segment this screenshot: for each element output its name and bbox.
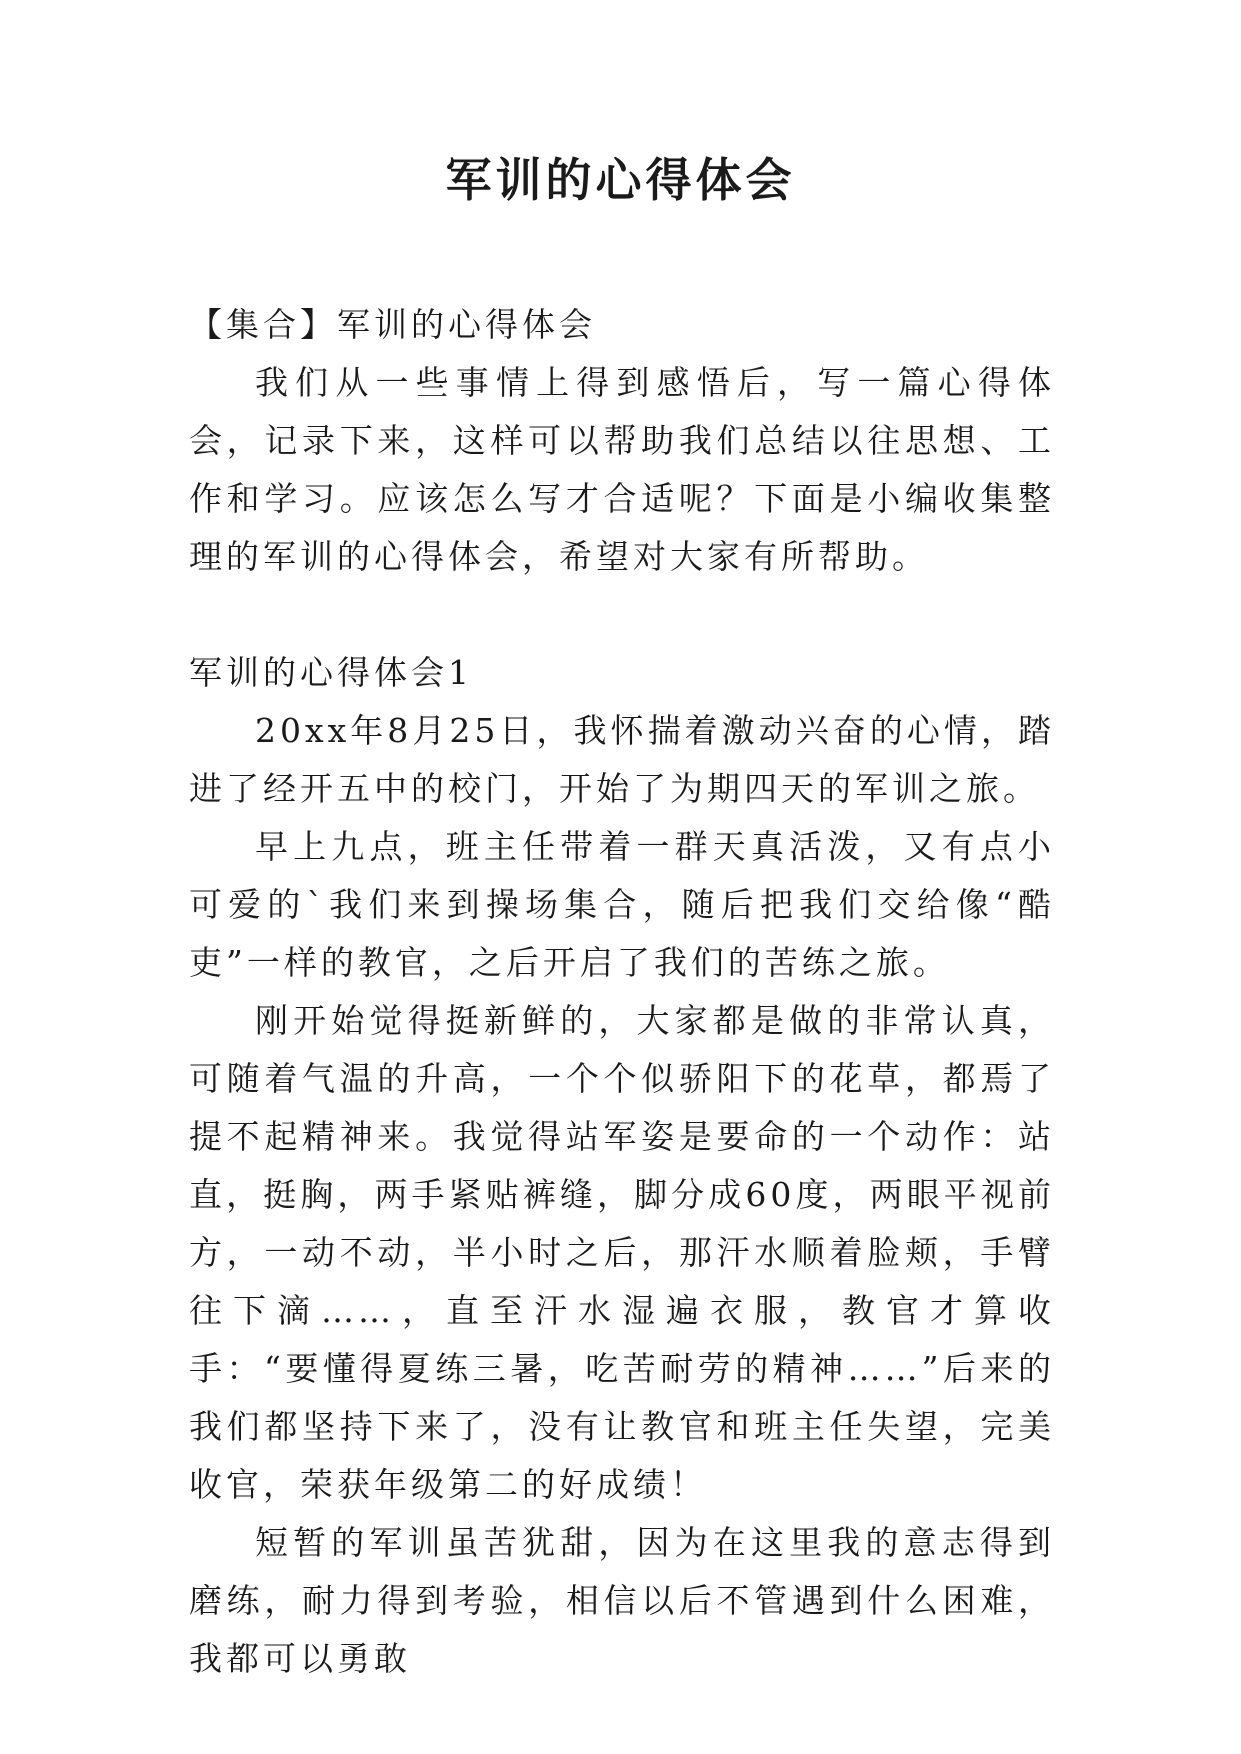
body-paragraph: 20xx年8月25日，我怀揣着激动兴奋的心情，踏进了经开五中的校门，开始了为期四天的军训之旅。 bbox=[189, 711, 1055, 808]
body-paragraph: 早上九点，班主任带着一群天真活泼，又有点小可爱的`我们来到操场集合，随后把我们交给像“酷吏”一样的教官，之后开启了我们的苦练之旅。 bbox=[189, 827, 1055, 982]
body-paragraph: 刚开始觉得挺新鲜的，大家都是做的非常认真，可随着气温的升高，一个个似骄阳下的花草，都焉了提不起精神来。我觉得站军姿是要命的一个动作：站直，挺胸，两手紧贴裤缝，脚分成60度，两眼平视前方，一动不动，半小时之后，那汗水顺着脸颊，手臂往下滴……，直至汗水湿遍衣服，教官才算收手：“要懂得夏练三暑，吃苦耐劳的精神……”后来的我们都坚持下来了，没有让教官和班主任失望，完美收官，荣获年级第二的好成绩！ bbox=[189, 1001, 1055, 1504]
section-title: 军训的心得体会1 bbox=[189, 653, 473, 692]
paragraph-gap bbox=[189, 586, 1055, 644]
document-body bbox=[189, 296, 1055, 1688]
document-heading: 【集合】军训的心得体会 bbox=[189, 305, 596, 344]
intro-paragraph: 我们从一些事情上得到感悟后，写一篇心得体会，记录下来，这样可以帮助我们总结以往思想、工作和学习。应该怎么写才合适呢？下面是小编收集整理的军训的心得体会，希望对大家有所帮助。 bbox=[189, 363, 1055, 576]
body-paragraph: 短暂的军训虽苦犹甜，因为在这里我的意志得到磨练，耐力得到考验，相信以后不管遇到什么困难，我都可以勇敢 bbox=[189, 1523, 1055, 1678]
document-title: 军训的心得体会 bbox=[445, 153, 796, 207]
